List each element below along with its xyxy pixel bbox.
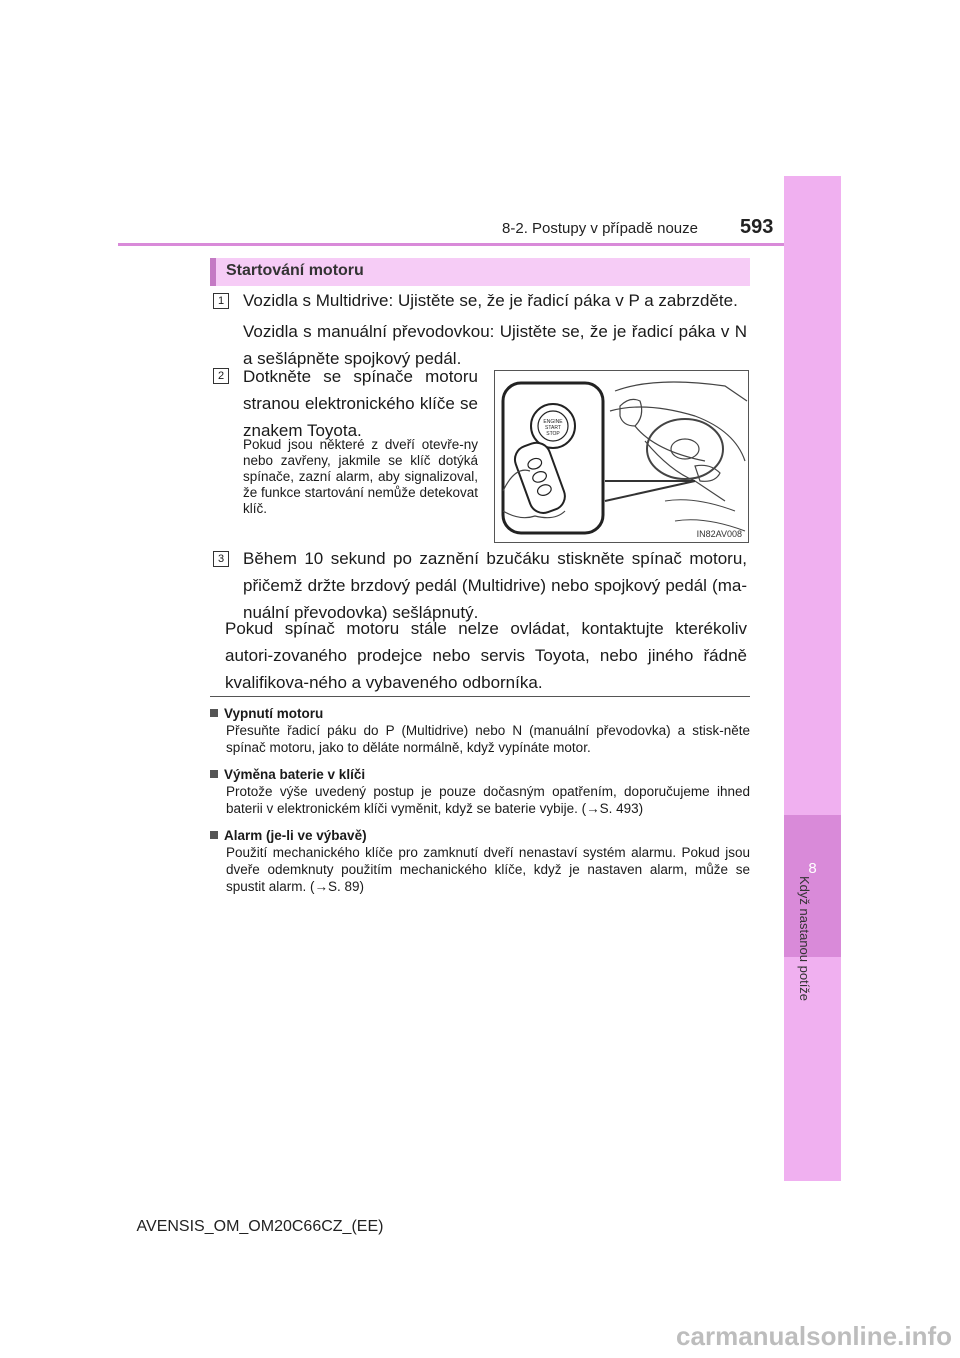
- note-heading: Vypnutí motoru: [224, 706, 324, 721]
- note-item: [210, 705, 750, 756]
- key-touch-illustration: [495, 371, 748, 542]
- note-item: [210, 827, 750, 895]
- header-divider: [118, 243, 784, 246]
- step-1-text-a: Vozidla s Multidrive: Ujistěte se, že je řadicí páka v P a zabrzděte.: [243, 291, 738, 310]
- step-1-text-b: Vozidla s manuální převodovkou: Ujistěte se, že je řadicí páka v N a sešlápněte spojkový pedál.: [243, 322, 747, 368]
- svg-text:START: START: [545, 425, 561, 431]
- step-number-1: 1: [213, 293, 229, 309]
- page-number: 593: [740, 216, 774, 238]
- section-banner: [210, 258, 750, 286]
- note-item: [210, 766, 750, 817]
- step-2-text: Dotkněte se spínače motoru stranou elektronického klíče se znakem Toyota.: [243, 367, 478, 440]
- svg-text:ENGINE: ENGINE: [543, 419, 563, 425]
- chapter-tab-marker: [784, 815, 841, 957]
- chapter-side-tab: [784, 176, 841, 1181]
- chapter-title: Když nastanou potíže: [797, 876, 812, 1002]
- square-bullet-icon: [210, 709, 218, 717]
- header-section-title: 8-2. Postupy v případě nouze: [502, 220, 698, 237]
- step-number-2: 2: [213, 368, 229, 384]
- note-body: Přesuňte řadicí páku do P (Multidrive) nebo N (manuální převodovka) a stisk-něte spínač motoru, jako to děláte normálně, když vypínáte motor.: [226, 723, 750, 755]
- document-footer-code: AVENSIS_OM_OM20C66CZ_(EE): [136, 1218, 384, 1235]
- note-heading: Alarm (je-li ve výbavě): [224, 828, 367, 843]
- note-heading: Výměna baterie v klíči: [224, 767, 366, 782]
- square-bullet-icon: [210, 770, 218, 778]
- illustration-code: IN82AV008: [696, 529, 742, 539]
- svg-text:STOP: STOP: [546, 431, 560, 437]
- square-bullet-icon: [210, 831, 218, 839]
- chapter-number: 8: [808, 860, 817, 877]
- step-number-3: 3: [213, 551, 229, 567]
- step-3-text: Během 10 sekund po zaznění bzučáku stiskněte spínač motoru, přičemž držte brzdový pedál (Multidrive) nebo spojkový pedál (ma-nuální převodovka) sešlápnutý.: [243, 549, 747, 622]
- section-title: Startování motoru: [226, 262, 364, 279]
- step-2-note: Pokud jsou některé z dveří otevře-ny nebo zavřeny, jakmile se klíč dotýká spínače, zazní alarm, aby signalizoval, že funkce startování nemůže detekovat klíč.: [243, 437, 478, 516]
- note-body: Protože výše uvedený postup je pouze dočasným opatřením, doporučujeme ihned baterii v elektronickém klíči vyměnit, když se baterie vybije. (→S. 493): [226, 784, 750, 816]
- watermark: carmanualsonline.info: [676, 1321, 952, 1351]
- note-body: Použití mechanického klíče pro zamknutí dveří nenastaví systém alarmu. Pokud jsou dveře odemknuty použitím mechanického klíče, když je nastaven alarm, může se spustit alarm. (→S. 89): [226, 845, 750, 894]
- notes-divider: [210, 696, 750, 697]
- engine-start-illustration: [494, 370, 749, 543]
- closing-paragraph: Pokud spínač motoru stále nelze ovládat, kontaktujte kterékoliv autori-zovaného prodejce nebo servis Toyota, nebo jiného řádně kvalifikova-ného a vybaveného odborníka.: [225, 619, 747, 692]
